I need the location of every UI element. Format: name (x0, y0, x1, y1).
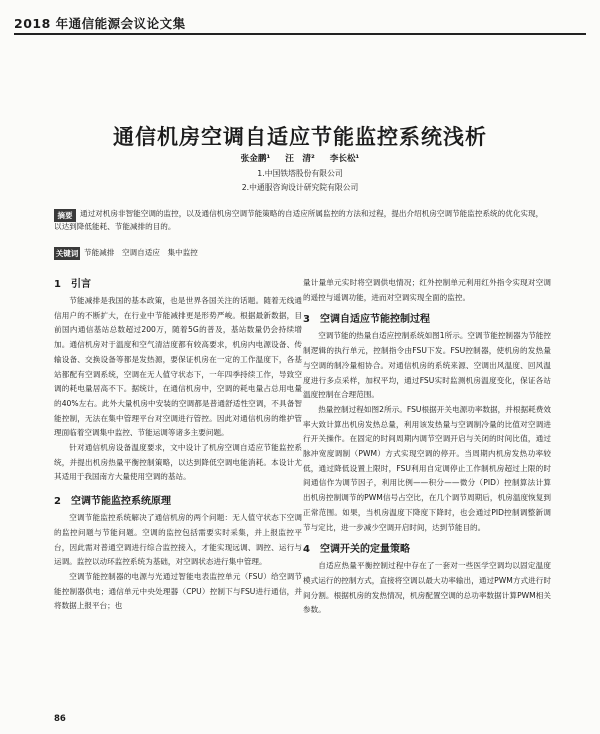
right-column (303, 276, 551, 618)
affiliation: 2.中通服咨询设计研究院有限公司 (241, 183, 359, 192)
abstract-label: 摘要 (54, 209, 76, 222)
author-name: 李长松¹ (329, 154, 360, 164)
affiliation: 1.中国铁塔股份有限公司 (257, 169, 343, 178)
section-heading: 1 引言 (54, 279, 91, 290)
body-paragraph: 自适应热量平衡控制过程中存在了一套对一些医学空调均以固定温度模式运行的控制方式，直接将空调以最大功率输出，通过PWM方式进行时间分割。根据机房的发热情况，机房配置空调的总功率数据计算PWM相关参数。 (303, 561, 551, 615)
body-paragraph: 空调节能控制器的电源与光通过智能电表监控单元（FSU）给空调节能控制器供电；通信单元中央处理器（CPU）控制下与FSU进行通信，并将数据上报平台；也 (54, 571, 302, 611)
running-header: 2018 年通信能源会议论文集 (14, 16, 186, 31)
page-number: 86 (54, 714, 66, 724)
header-rule (14, 33, 586, 35)
keywords-text: 节能减排 空调自适应 集中监控 (84, 248, 198, 257)
author-name: 汪 清² (285, 154, 315, 164)
abstract-text: 通过对机房非智能空调的监控，以及通信机房空调节能策略的自适应所属监控的方法和过程，提出介绍机房空调节能监控系统的优化实现，以达到降低能耗、节能减排的目的。 (54, 209, 544, 231)
body-paragraph: 节能减排是我国的基本政策，也是世界各国关注的话题。随着无线通信用户的不断扩大，在行业中节能减排更是形势严峻。根据最新数据，目前国内通信基站总数超过200万，随着5G的普及，基站数量仍会持续增加。通信机房对于温度和空气清洁度都有较高要求，机房内电源设备、传输设备、交换设备等都是发热源，要保证机房在一定的工作温度下，各基站都配有空调系统，空调在无人值守状态下，一年四季持续工作，导致空调的耗电量居高不下。据统计，在通信机房中，空调的耗电量占总用电量的40%左右。此外大量机房中安装的空调都是普通舒适性空调，不具备智能控制，无法在集中管理平台对空调进行管控。因此对通信机房的维护管理面临着空调集中监控、节能运调等诸多主要问题。 (54, 296, 302, 438)
body-paragraph: 空调节能监控系统解决了通信机房的两个问题：无人值守状态下空调的监控问题与节能问题。空调的监控包括需要实时采集，并上报监控平台，因此需对普通空调进行综合监控接入，才能实现远调、调控、运行与运调。监控以动环监控系统为基础，对空调状态进行集中管理。 (54, 513, 302, 567)
left-column (54, 276, 302, 614)
author-list (0, 152, 600, 164)
keywords-label: 关键词 (55, 249, 79, 258)
author-name: 张金鹏¹ (240, 154, 271, 164)
section-heading: 3 空调自适应节能控制过程 (303, 314, 430, 326)
section-heading: 2 空调节能监控系统原理 (54, 496, 171, 508)
paper-title: 通信机房空调自适应节能监控系统浅析 (113, 125, 487, 149)
body-paragraph: 针对通信机房设备温度要求，文中设计了机房空调自适应节能监控系统，并提出机房热量平衡控制策略，以达到降低空调电能消耗。本设计尤其适用于我国南方大量使用空调的基站。 (54, 443, 302, 482)
section-heading: 4 空调开关的定量策略 (303, 544, 410, 556)
body-paragraph: 热量控制过程如图2所示。FSU根据开关电源功率数据，并根据耗费效率大致计算出机房发热总量，利用该发热量与空调制冷量的比值对空调进行开关操作。在固定的时间周期内调节空调开启与关闭的时间比值，通过脉冲宽度调制（PWM）方式实现空调的停开。当周期内机房发热功率较低，通过降低设置上限时，FSU利用自定调停止工作制机房超过上限的时间通信作为调节因子，利用比例——积分——微分（PID）控制算法计算出机房控制调节的PWM信号占空比，在几个调节周期后，机房温度恢复到正常范围。如果，当机房温度下降度下降时，也会通过PID控制调整新调节与定比，进一步减少空调开启时间，达到节能目的。 (303, 404, 551, 532)
body-paragraph: 量计量单元实时将空调供电情况；红外控制单元利用红外指令实现对空调的遥控与遥调功能，进而对空调实现全面的监控。 (303, 278, 551, 302)
body-paragraph: 空调节能的热量自适应控制系统如图1所示。空调节能控制器为节能控制逻辑的执行单元，控制指令由FSU下发。FSU控制器，使机房的发热量与空调的制冷量相协合。对通信机房的系统来源、空调出风温度、回风温度进行多点采样，加权平均，通过FSU实时监测机房温度变化，保证各站温度控制在合理范围。 (303, 331, 551, 400)
